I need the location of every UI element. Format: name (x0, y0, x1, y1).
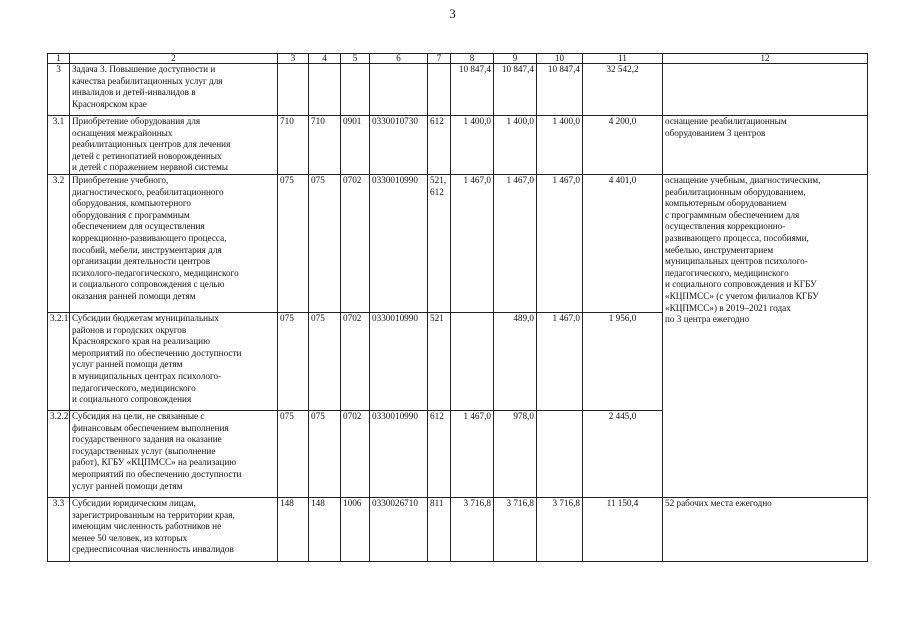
cell: 811 (428, 498, 451, 562)
cell: 0702 (341, 313, 370, 411)
cell (370, 64, 428, 116)
header-cell: 3 (278, 54, 309, 64)
cell: 10 847,4 (494, 64, 537, 116)
header-cell: 10 (537, 54, 583, 64)
header-cell: 2 (70, 54, 278, 64)
cell: 1 400,0 (451, 116, 494, 175)
cell: 148 (278, 498, 309, 562)
cell: оснащение реабилитационным оборудованием 3 центров (663, 116, 868, 175)
cell: 1 467,0 (451, 175, 494, 313)
row-name: Приобретение оборудования для оснащения межрайонных реабилитационных центров для лечения детей с ретинопатией новорожденных и детей с поражением нервной системы (70, 116, 278, 175)
cell: 612 (428, 411, 451, 498)
table-row (48, 175, 868, 313)
header-cell: 1 (48, 54, 70, 64)
table-row (48, 64, 868, 116)
header-cell: 8 (451, 54, 494, 64)
cell: 11 150,4 (583, 498, 663, 562)
row-name: Субсидии юридическим лицам, зарегистрированным на территории края, имеющим численность работников не менее 50 человек, из которых среднесписочная численность инвалидов (70, 498, 278, 562)
cell: 521 (428, 313, 451, 411)
cell: 52 рабочих места ежегодно (663, 498, 868, 562)
row-number: 3.3 (48, 498, 70, 562)
row-number: 3.2.2 (48, 411, 70, 498)
cell: 4 200,0 (583, 116, 663, 175)
page-number: 3 (449, 6, 456, 21)
header-cell: 9 (494, 54, 537, 64)
cell: 3 716,8 (451, 498, 494, 562)
row-name: Субсидии бюджетам муниципальных районов и городских округов Красноярского края на реализацию мероприятий по обеспечению доступности услуг ранней помощи детям в муниципальных центрах психолого- педагогического, медицинского и социального сопровождения (70, 313, 278, 411)
cell: 075 (309, 411, 341, 498)
cell: 075 (309, 175, 341, 313)
row-number: 3.2 (48, 175, 70, 313)
cell: 710 (309, 116, 341, 175)
header-cell: 5 (341, 54, 370, 64)
cell: оснащение учебным, диагностическим, реабилитационным оборудованием, компьютерным оборудованием с программным обеспечением для осуществления коррекционно- развивающего процесса, пособиями, мебелью, инструментарием муниципальных центров психолого- педагогического, медицинского и социального сопровождения и КГБУ «КЦПМСС» (с учетом филиалов КГБУ «КЦПМСС») в 2019–2021 годах по 3 центра ежегодно (663, 175, 868, 498)
table-row (48, 498, 868, 562)
header-row (48, 54, 868, 64)
cell: 075 (278, 175, 309, 313)
cell: 32 542,2 (583, 64, 663, 116)
cell (428, 64, 451, 116)
row-name: Субсидия на цели, не связанные с финансовым обеспечением выполнения государственного задания на оказание государственных услуг (выполнение работ), КГБУ «КЦПМСС» на реализацию мероприятий по обеспечению доступности услуг ранней помощи детям (70, 411, 278, 498)
row-name: Приобретение учебного, диагностического, реабилитационного оборудования, компьютерного оборудования с программным обеспечением для осуществления коррекционно-развивающего процесса, пособий, мебели, инструментария для организации деятельности центров психолого-педагогического, медицинского и социального сопровождения с целью оказания ранней помощи детям (70, 175, 278, 313)
cell: 1 467,0 (537, 313, 583, 411)
cell (537, 411, 583, 498)
cell (451, 313, 494, 411)
cell: 10 847,4 (537, 64, 583, 116)
header-cell: 11 (583, 54, 663, 64)
cell: 148 (309, 498, 341, 562)
program-table (47, 53, 868, 562)
cell: 1 400,0 (494, 116, 537, 175)
cell: 4 401,0 (583, 175, 663, 313)
row-number: 3 (48, 64, 70, 116)
cell (663, 64, 868, 116)
cell: 2 445,0 (583, 411, 663, 498)
cell: 521, 612 (428, 175, 451, 313)
cell: 075 (309, 313, 341, 411)
cell: 710 (278, 116, 309, 175)
cell: 075 (278, 411, 309, 498)
cell: 0901 (341, 116, 370, 175)
header-cell: 6 (370, 54, 428, 64)
cell: 10 847,4 (451, 64, 494, 116)
cell: 0702 (341, 175, 370, 313)
cell: 075 (278, 313, 309, 411)
cell: 489,0 (494, 313, 537, 411)
cell: 1 956,0 (583, 313, 663, 411)
cell: 0330010990 (370, 175, 428, 313)
cell: 0330010990 (370, 313, 428, 411)
cell: 1 467,0 (537, 175, 583, 313)
header-cell: 12 (663, 54, 868, 64)
cell (278, 64, 309, 116)
cell: 0330026710 (370, 498, 428, 562)
row-name: Задача 3. Повышение доступности и качества реабилитационных услуг для инвалидов и детей-инвалидов в Красноярском крае (70, 64, 278, 116)
row-number: 3.2.1 (48, 313, 70, 411)
header-cell: 4 (309, 54, 341, 64)
cell: 0330010730 (370, 116, 428, 175)
cell (309, 64, 341, 116)
cell: 0702 (341, 411, 370, 498)
row-number: 3.1 (48, 116, 70, 175)
table-row (48, 116, 868, 175)
cell: 3 716,8 (494, 498, 537, 562)
cell: 1006 (341, 498, 370, 562)
cell: 612 (428, 116, 451, 175)
cell (341, 64, 370, 116)
cell: 1 467,0 (451, 411, 494, 498)
cell: 978,0 (494, 411, 537, 498)
cell: 1 467,0 (494, 175, 537, 313)
cell: 3 716,8 (537, 498, 583, 562)
cell: 1 400,0 (537, 116, 583, 175)
header-cell: 7 (428, 54, 451, 64)
cell: 0330010990 (370, 411, 428, 498)
